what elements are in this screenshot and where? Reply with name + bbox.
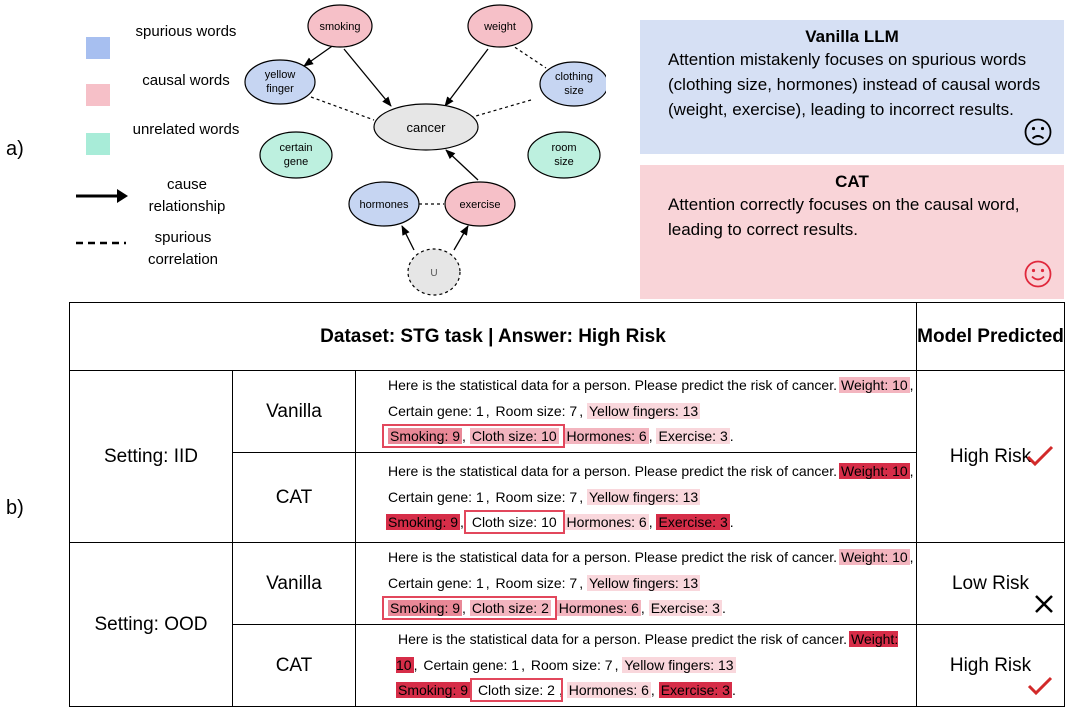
text-vanilla-iid: Here is the statistical data for a person. Please predict the risk of cancer. Weight: 10 , Certain gene: 1 , Room size: 7 , Yellow fingers: 13 Smoking: 9 , Cloth size: 10 Hormones: 6 , Exercise: 3 . [356, 371, 917, 453]
panel-label-a: a) [6, 138, 24, 160]
unrelated-swatch [86, 133, 110, 155]
svg-text:certain: certain [279, 142, 313, 154]
svg-text:clothing: clothing [555, 71, 593, 83]
svg-text:finger: finger [266, 83, 294, 95]
sad-face-icon [1024, 118, 1052, 146]
vanilla-llm-title: Vanilla LLM [805, 27, 899, 46]
edge-u-exercise [454, 226, 468, 250]
edge-u-hormones [402, 226, 414, 250]
method-vanilla-ood: Vanilla [233, 543, 356, 625]
check-mark-icon [1027, 675, 1053, 697]
edge-weight-clothing [510, 44, 546, 68]
arrow-legend-icon [74, 186, 130, 206]
method-cat-iid: CAT [233, 453, 356, 543]
svg-text:gene: gene [283, 156, 309, 168]
dashed-legend-icon [74, 238, 130, 248]
prediction-iid: High Risk [917, 371, 1065, 543]
method-cat-ood: CAT [233, 625, 356, 707]
svg-text:size: size [554, 156, 574, 168]
panel-label-b: b) [6, 497, 24, 519]
model-predicted-header: Model Predicted [917, 303, 1065, 371]
setting-ood: Setting: OOD [70, 543, 233, 707]
happy-face-icon [1024, 260, 1052, 288]
text-cat-ood: Here is the statistical data for a person. Please predict the risk of cancer. Weight: 10 , Certain gene: 1 , Room size: 7 , Yellow fingers: 13 Smoking: 9 Cloth size: 2 , Hormones: 6 , Exercise: 3 . [356, 625, 917, 707]
results-table [69, 302, 1065, 707]
legend-cause: cause relationship [148, 176, 226, 215]
vanilla-llm-box [640, 20, 1064, 154]
edge-weight-cancer [445, 49, 488, 106]
svg-text:size: size [564, 85, 584, 97]
check-mark-icon [1025, 443, 1055, 469]
spurious-swatch [86, 37, 110, 59]
causal-graph [236, 0, 606, 300]
setting-iid: Setting: IID [70, 371, 233, 543]
legend-causal: causal words [142, 72, 230, 89]
cat-box-title: CAT [835, 172, 869, 191]
legend-correlation: spurious correlation [147, 229, 219, 268]
node-certain-gene [260, 132, 332, 178]
edge-smoking-cancer [344, 49, 391, 106]
node-clothing-size [540, 62, 606, 106]
svg-text:cancer: cancer [406, 120, 446, 135]
legend-unrelated: unrelated words [132, 121, 240, 138]
node-room-size [528, 132, 600, 178]
svg-text:U: U [430, 268, 438, 279]
text-vanilla-ood: Here is the statistical data for a person. Please predict the risk of cancer. Weight: 10 , Certain gene: 1 , Room size: 7 , Yellow fingers: 13 Smoking: 9 , Cloth size: 2 Hormones: 6 , Exercise: 3 . [356, 543, 917, 625]
method-vanilla-iid: Vanilla [233, 371, 356, 453]
legend-spurious: spurious words [135, 23, 237, 40]
svg-text:hormones: hormones [359, 199, 409, 211]
svg-text:weight: weight [484, 21, 516, 33]
svg-text:exercise: exercise [459, 199, 501, 211]
svg-text:yellow: yellow [264, 69, 296, 81]
edge-exercise-cancer [446, 150, 478, 180]
cross-mark-icon [1033, 593, 1055, 615]
table-header: Dataset: STG task | Answer: High Risk [70, 303, 917, 371]
vanilla-llm-body: Attention mistakenly focuses on spurious words (clothing size, hormones) instead of causal words (weight, exercise), leading to incorrect results. [668, 50, 1041, 119]
causal-swatch [86, 84, 110, 106]
edge-yellow-cancer [311, 97, 374, 120]
node-yellow-finger [245, 60, 315, 104]
cat-box [640, 165, 1064, 299]
prediction-ood-cat: High Risk [917, 625, 1065, 707]
text-cat-iid: Here is the statistical data for a person. Please predict the risk of cancer. Weight: 10 , Certain gene: 1 , Room size: 7 , Yellow fingers: 13 Smoking: 9 , Cloth size: 10 Hormones: 6 , Exercise: 3 . [356, 453, 917, 543]
cat-box-body: Attention correctly focuses on the causal word, leading to correct results. [668, 195, 1020, 239]
svg-text:smoking: smoking [319, 21, 361, 33]
svg-text:room: room [551, 142, 577, 154]
prediction-ood-vanilla: Low Risk [917, 543, 1065, 625]
